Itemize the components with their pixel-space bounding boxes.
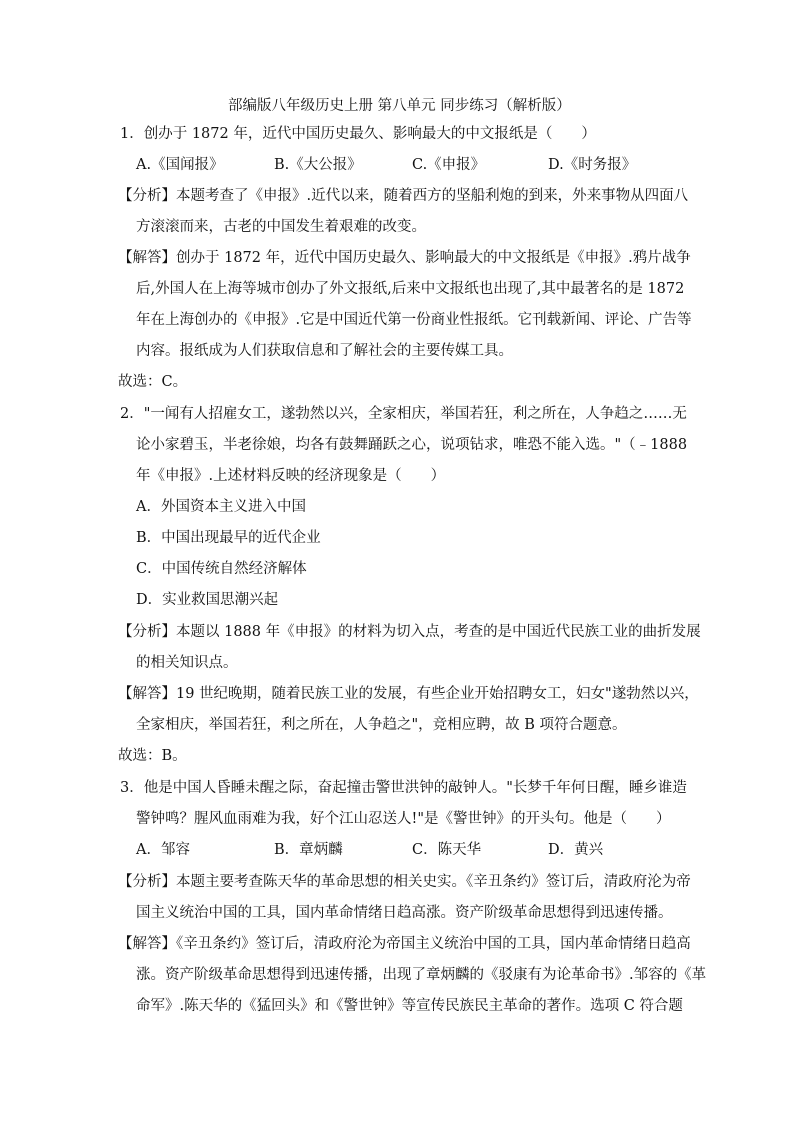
q3-answer-line: 【解答】《辛丑条约》签订后，清政府沦为帝国主义统治中国的工具，国内革命情绪日趋高 [118,936,691,952]
q2-answer-line: 全家相庆，举国若狂，利之所在，人争趋之"，竞相应聘，故 B 项符合题意。 [136,717,627,733]
q1-option-d: D.《时务报》 [548,157,637,173]
q1-answer-line: 后,外国人在上海等城市创办了外文报纸,后来中文报纸也出现了,其中最著名的是 1872 [136,281,685,297]
q2-result: 故选：B。 [118,748,187,764]
q2-stem-line: 论小家碧玉，半老徐娘，均各有鼓舞踊跃之心，说项钻求，唯恐不能入选。"（﹣1888 [136,437,688,453]
q1-analysis-line: 方滚滚而来，古老的中国发生着艰难的改变。 [136,219,426,235]
q3-stem-line: 警钟鸣？腥风血雨难为我，好个江山忍送人!"是《警世钟》的开头句。他是（ ） [136,811,671,827]
q3-analysis-line: 【分析】本题主要考查陈天华的革命思想的相关史实。《辛丑条约》签订后，清政府沦为帝 [118,874,691,890]
q3-option-d: D．黄兴 [548,842,604,858]
q2-option-a: A．外国资本主义进入中国 [136,499,306,515]
q2-option-b: B．中国出现最早的近代企业 [136,530,321,546]
document-title: 部编版八年级历史上册 第八单元 同步练习（解析版） [228,98,571,114]
q2-stem-line: 年《申报》.上述材料反映的经济现象是（ ） [136,468,446,484]
q3-analysis-line: 国主义统治中国的工具，国内革命情绪日趋高涨。资产阶级革命思想得到迅速传播。 [136,905,673,921]
q1-stem: 1．创办于 1872 年，近代中国历史最久、影响最大的中文报纸是（ ） [120,126,596,142]
q3-answer-line: 命军》.陈天华的《猛回头》和《警世钟》等宣传民族民主革命的著作。选项 C 符合题 [136,998,683,1014]
q1-answer-line: 【解答】创办于 1872 年，近代中国历史最久、影响最大的中文报纸是《申报》.鸦片战争 [118,250,691,266]
q3-stem-line: 3．他是中国人昏睡未醒之际，奋起撞击警世洪钟的敲钟人。"长梦千年何日醒，睡乡谁造 [120,780,687,796]
q1-analysis-line: 【分析】本题考查了《申报》.近代以来，随着西方的坚船利炮的到来，外来事物从四面八 [118,188,689,204]
q1-answer-line: 内容。报纸成为人们获取信息和了解社会的主要传媒工具。 [136,343,513,359]
q2-answer-line: 【解答】19 世纪晚期，随着民族工业的发展，有些企业开始招聘女工，妇女"遂勃然以兴， [118,686,699,702]
q3-option-a: A．邹容 [136,842,190,858]
q3-option-c: C．陈天华 [412,842,482,858]
q2-option-c: C．中国传统自然经济解体 [136,561,307,577]
q1-option-b: B.《大公报》 [274,157,362,173]
q1-option-c: C.《申报》 [412,157,486,173]
q1-answer-line: 年在上海创办的《申报》.它是中国近代第一份商业性报纸。它刊载新闻、评论、广告等 [136,312,692,328]
q1-result: 故选：C。 [118,374,188,390]
q2-analysis-line: 【分析】本题以 1888 年《申报》的材料为切入点，考查的是中国近代民族工业的曲折发展 [118,624,701,640]
q2-stem-line: 2．"一闻有人招雇女工，遂勃然以兴，全家相庆，举国若狂，利之所在，人争趋之……无 [120,406,687,422]
q1-option-a: A.《国闻报》 [136,157,224,173]
q3-option-b: B．章炳麟 [274,842,343,858]
q3-answer-line: 涨。资产阶级革命思想得到迅速传播，出现了章炳麟的《驳康有为论革命书》.邹容的《革 [136,967,707,983]
q2-option-d: D．实业救国思潮兴起 [136,592,279,608]
q2-analysis-line: 的相关知识点。 [136,655,238,671]
